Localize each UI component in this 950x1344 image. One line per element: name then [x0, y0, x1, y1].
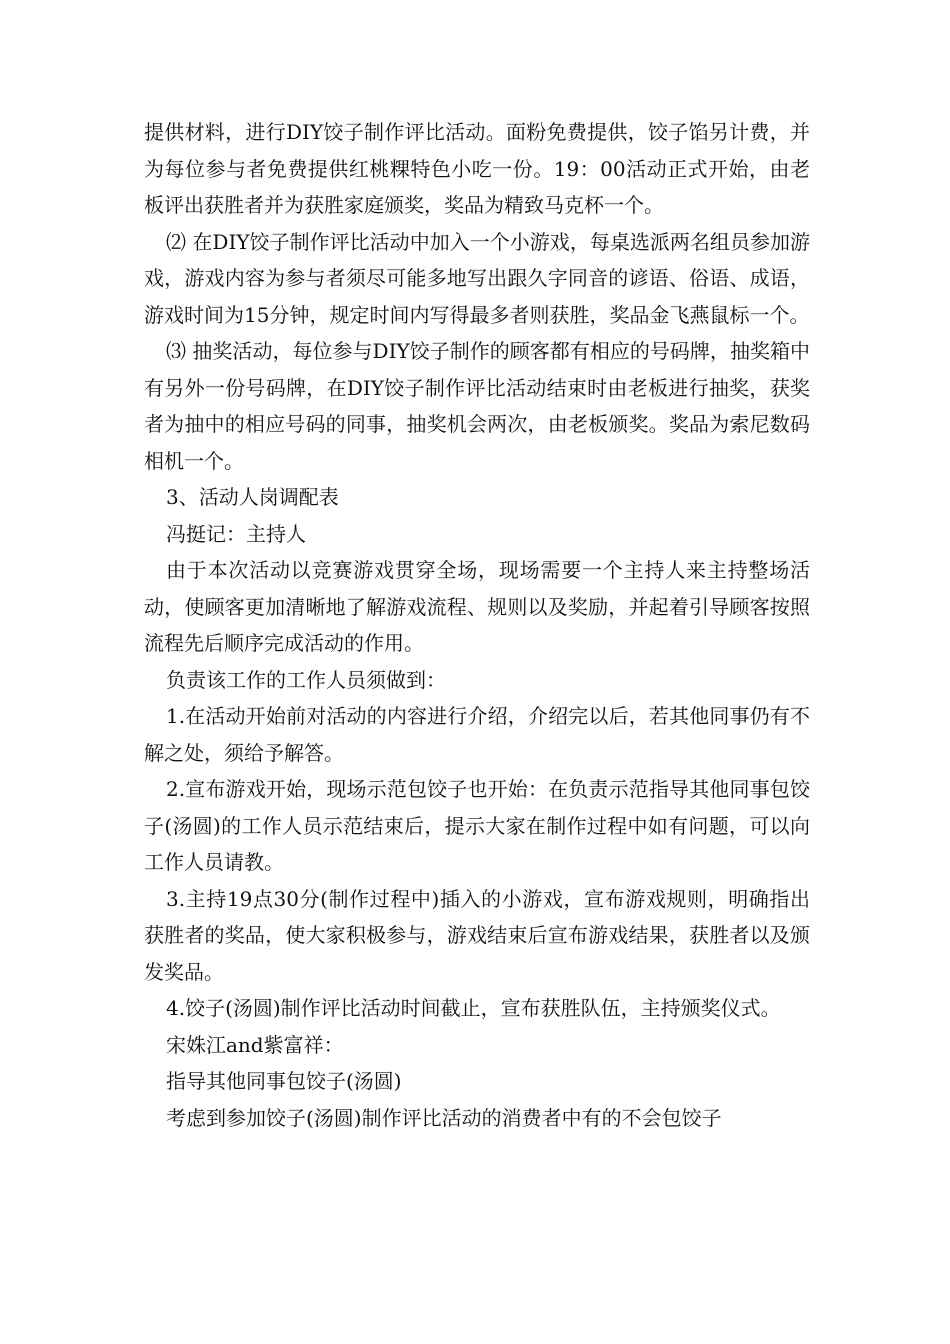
list-item-duty-4: 4.饺子(汤圆)制作评比活动时间截止，宣布获胜队伍，主持颁奖仪式。 — [166, 996, 781, 1020]
paragraph-lottery: ⑶ 抽奖活动，每位参与DIY饺子制作的顾客都有相应的号码牌，抽奖箱中有另外一份号码牌，在DIY饺子制作评比活动结束时由老板进行抽奖，获奖者为抽中的相应号码的同事，抽奖机会两次，由老板颁奖。奖品为索尼数码相机一个。 — [144, 339, 810, 473]
list-item-duty-3: 3.主持19点30分(制作过程中)插入的小游戏，宣布游戏规则，明确指出获胜者的奖品，使大家积极参与，游戏结束后宣布游戏结果，获胜者以及颁发奖品。 — [144, 886, 810, 984]
paragraph-host-reason: 由于本次活动以竞赛游戏贯穿全场，现场需要一个主持人来主持整场活动，使顾客更加清晰地了解游戏流程、规则以及奖励，并起着引导顾客按照流程先后顺序完成活动的作用。 — [144, 558, 810, 655]
paragraph-host-duties-intro: 负责该工作的工作人员须做到： — [166, 667, 446, 692]
paragraph-activity-materials: 提供材料，进行DIY饺子制作评比活动。面粉免费提供，饺子馅另计费，并为每位参与者免费提供红桃粿特色小吃一份。19：00活动正式开始，由老板评出获胜者并为获胜家庭颁奖，奖品为精致马克杯一个。 — [144, 120, 810, 217]
section-heading-staff-table: 3、活动人岗调配表 — [166, 485, 339, 509]
staff-role-guides: 宋姝江and紫富祥： — [166, 1032, 344, 1057]
list-item-duty-1: 1.在活动开始前对活动的内容进行介绍，介绍完以后，若其他同事仍有不解之处，须给予解答。 — [144, 704, 810, 765]
list-item-duty-2: 2.宣布游戏开始，现场示范包饺子也开始：在负责示范指导其他同事包饺子(汤圆)的工作人员示范结束后，提示大家在制作过程中如有问题，可以向工作人员请教。 — [144, 777, 810, 874]
paragraph-guides-reason: 考虑到参加饺子(汤圆)制作评比活动的消费者中有的不会包饺子 — [166, 1105, 722, 1130]
staff-role-guides-task: 指导其他同事包饺子(汤圆) — [166, 1069, 402, 1093]
document-body — [144, 114, 810, 1136]
staff-role-host: 冯挺记：主持人 — [166, 521, 306, 546]
paragraph-mini-game: ⑵ 在DIY饺子制作评比活动中加入一个小游戏，每桌选派两名组员参加游戏，游戏内容为参与者须尽可能多地写出跟久字同音的谚语、俗语、成语，游戏时间为15分钟，规定时间内写得最多者则获胜，奖品金飞燕鼠标一个。 — [144, 229, 810, 327]
